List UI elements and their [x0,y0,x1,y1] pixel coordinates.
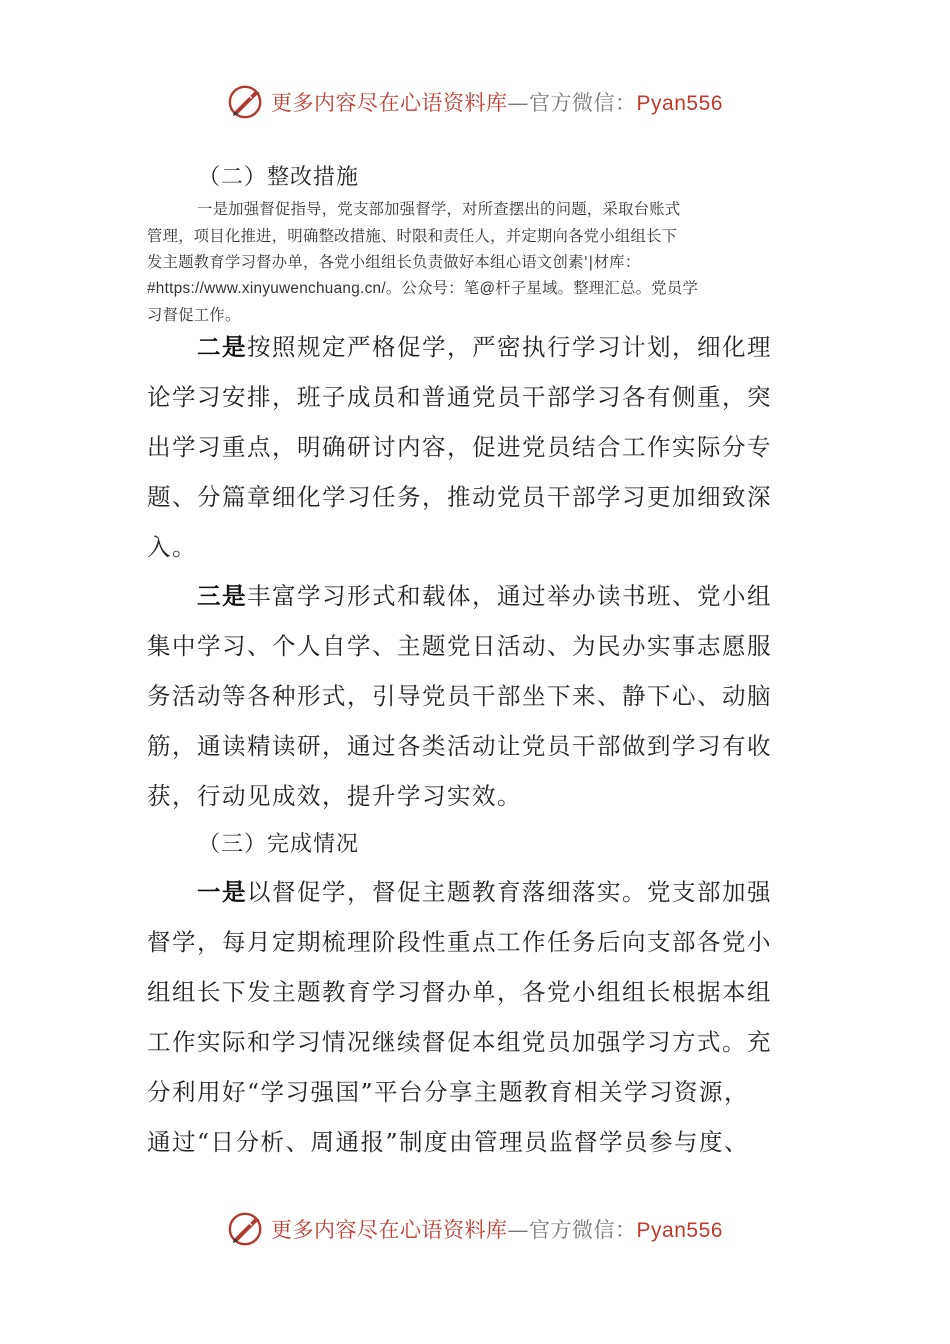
paragraph-three [147,571,807,821]
lead-label: 一是 [197,878,247,906]
paragraph-completion [147,867,807,1167]
pen-circle-logo-icon [227,83,265,121]
section-heading-three: （三）完成情况 [198,832,360,857]
lead-label: 三是 [197,582,247,610]
text-line: 入。 [147,533,197,561]
section-heading-two: （二）整改措施 [198,165,360,190]
text-line: 题、分篇章细化学习任务，推动党员干部学习更加细致深 [147,483,772,511]
watermark-text: 更多内容尽在心语资料库—官方微信：Pyan556 [271,1218,723,1242]
text-line: 集中学习、个人自学、主题党日活动、为民办实事志愿服 [147,632,772,660]
text-line: 组组长下发主题教育学习督办单，各党小组组长根据本组 [147,978,772,1006]
text-line: 工作实际和学习情况继续督促本组党员加强学习方式。充 [147,1028,772,1056]
lead-label: 二是 [197,333,247,361]
text-line: 管理，项目化推进，明确整改措施、时限和责任人，并定期向各党小组组长下 [147,226,678,245]
paragraph-two [147,322,807,572]
text-line: 习督促工作。 [147,306,241,324]
text-line: 督学，每月定期梳理阶段性重点工作任务后向支部各党小 [147,928,772,956]
text-line: #https://www.xinyuwenchuang.cn/。公众号：笔@杆子星域。整理汇总。党员学 [147,279,699,297]
text-line: 丰富学习形式和载体，通过举办读书班、党小组 [247,582,772,610]
footer-watermark [0,1207,950,1251]
text-line: 一是加强督促指导，党支部加强督学，对所查摆出的问题，采取台账式 [197,200,681,218]
pen-circle-logo-icon [227,1210,265,1248]
text-line: 按照规定严格促学，严密执行学习计划，细化理 [247,333,772,361]
text-line: 分利用好“学习强国”平台分享主题教育相关学习资源， [147,1078,750,1106]
text-line: 发主题教育学习督办单，各党小组组长负责做好本组心语文创素'|材库： [147,253,641,271]
watermark-text: 更多内容尽在心语资料库—官方微信：Pyan556 [271,91,723,115]
text-line: 通过“日分析、周通报”制度由管理员监督学员参与度、 [147,1128,750,1156]
text-line: 获，行动见成效，提升学习实效。 [147,782,522,810]
small-paragraph [147,196,807,329]
text-line: 论学习安排，班子成员和普通党员干部学习各有侧重，突 [147,383,772,411]
text-line: 以督促学，督促主题教育落细落实。党支部加强 [247,878,772,906]
header-watermark [0,80,950,124]
text-line: 务活动等各种形式，引导党员干部坐下来、静下心、动脑 [147,682,772,710]
text-line: 出学习重点，明确研讨内容，促进党员结合工作实际分专 [147,433,772,461]
text-line: 筋，通读精读研，通过各类活动让党员干部做到学习有收 [147,732,772,760]
